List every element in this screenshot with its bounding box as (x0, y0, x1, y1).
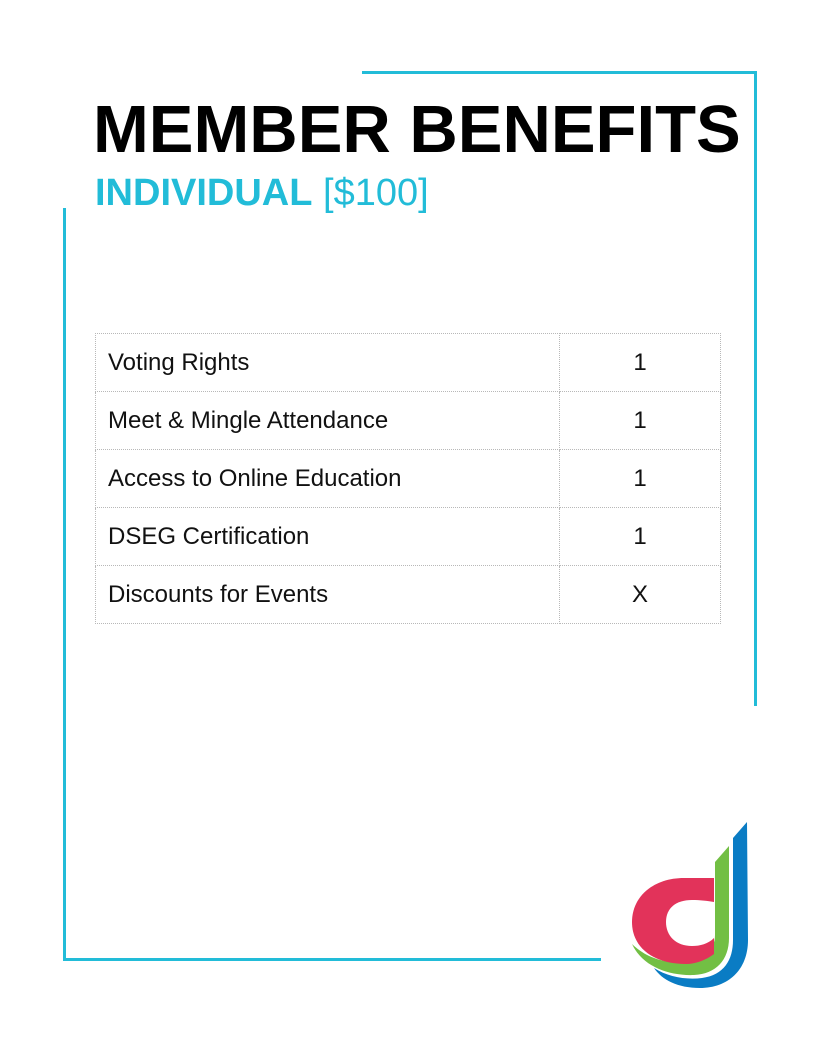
benefit-label: Access to Online Education (96, 450, 560, 508)
benefit-label: Voting Rights (96, 334, 560, 392)
table-row (96, 508, 721, 566)
frame-line-top (362, 71, 757, 74)
table-row (96, 392, 721, 450)
benefit-label: DSEG Certification (96, 508, 560, 566)
dseg-logo-icon (628, 820, 753, 990)
membership-tier-price: [$100] (323, 172, 429, 214)
page-title: MEMBER BENEFITS (93, 92, 741, 167)
membership-tier-name: INDIVIDUAL (95, 172, 313, 214)
benefit-value: 1 (560, 450, 721, 508)
membership-tier-heading (95, 170, 429, 216)
benefits-table (95, 333, 721, 624)
benefit-label: Discounts for Events (96, 566, 560, 624)
table-row (96, 334, 721, 392)
benefit-value: 1 (560, 508, 721, 566)
frame-line-right (754, 71, 757, 706)
table-row (96, 566, 721, 624)
table-row (96, 450, 721, 508)
frame-line-left (63, 208, 66, 961)
frame-line-bottom (63, 958, 601, 961)
benefit-value: X (560, 566, 721, 624)
benefit-label: Meet & Mingle Attendance (96, 392, 560, 450)
benefit-value: 1 (560, 334, 721, 392)
benefit-value: 1 (560, 392, 721, 450)
